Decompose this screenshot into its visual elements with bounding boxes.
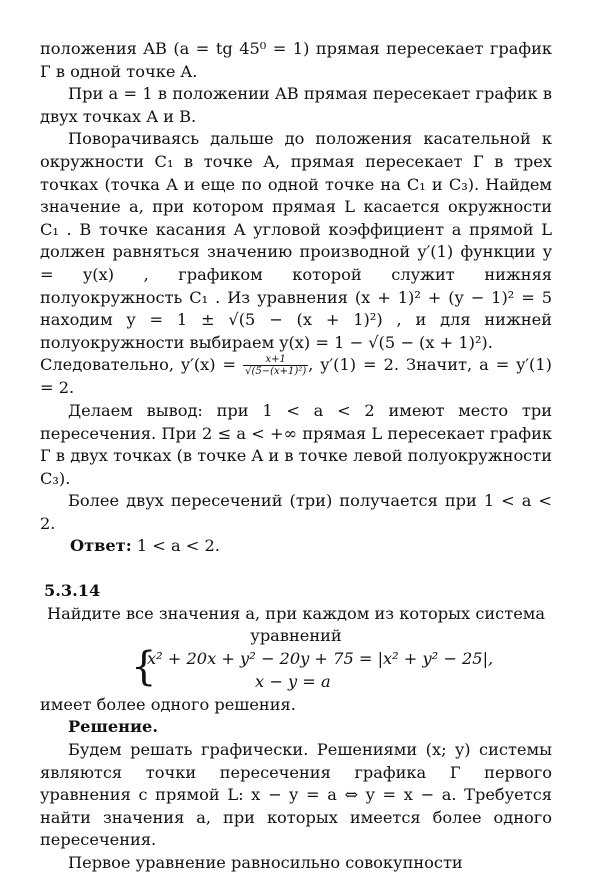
document-page: [40, 38, 552, 875]
equation-system: [131, 643, 494, 694]
solution-label: Решение.: [68, 717, 158, 737]
paragraph-3-derivative: [40, 354, 552, 400]
problem-number: 5.3.14: [44, 581, 101, 601]
derivative-suffix: , y′(1) = 2. Значит, a = y′(1) = 2.: [40, 355, 552, 398]
equation-2: x − y = a: [255, 671, 331, 691]
section-gap: [40, 558, 552, 580]
solution-paragraph-1: Будем решать графически. Решениями (x; y) системы являются точки пересечения графика Г первого уравнения с прямой L: x − y = a ⇔ y = x − a. Требуется найти значения a, при которых имеется более одного пересечения.: [40, 740, 552, 850]
answer-value: 1 < a < 2.: [136, 536, 220, 556]
paragraph-4: Делаем вывод: при 1 < a < 2 имеют место три пересечения. При 2 ≤ a < +∞ прямая L пересекает график Г в двух точках (в точке A и в точке левой полуокружности C₃).: [40, 400, 552, 488]
paragraph-5: Более двух пересечений (три) получается при 1 < a < 2.: [40, 491, 552, 533]
derivative-fraction: [243, 354, 308, 377]
equation-1: x² + 20x + y² − 20y + 75 = |x² + y² − 25|,: [147, 648, 494, 668]
paragraph-3: Поворачиваясь дальше до положения касательной к окружности C₁ в точке A, прямая пересекает Г в трех точках (точка A и еще по одной точке на C₁ и C₃). Найдем значение a, при котором прямая L касается окружности C₁ . В точке касания A угловой коэффициент a прямой L должен равняться значению производной y′(1) функции y = y(x) , графиком которой служит нижняя полуокружность C₁ . Из уравнения (x + 1)² + (y − 1)² = 5 находим y = 1 ± √(5 − (x + 1)²) , и для нижней полуокружности выбираем y(x) = 1 − √(5 − (x + 1)²).: [40, 129, 552, 352]
problem-statement-3: имеет более одного решения.: [40, 694, 296, 714]
paragraph-1: положения AB (a = tg 45⁰ = 1) прямая пересекает график Г в одной точке A.: [40, 39, 552, 81]
problem-statement-2: уравнений: [250, 626, 342, 646]
answer-label: Ответ:: [70, 536, 132, 556]
fraction-numerator: x+1: [243, 354, 308, 366]
problem-statement-1: Найдите все значения a, при каждом из которых система: [46, 603, 546, 623]
system-brace: {: [131, 643, 157, 690]
answer-line: [40, 535, 552, 558]
derivative-prefix: Следовательно, y′(x) =: [40, 355, 237, 375]
fraction-denominator: √(5−(x+1)²): [245, 366, 307, 378]
solution-paragraph-2: Первое уравнение равносильно совокупности: [68, 853, 463, 872]
paragraph-2: При a = 1 в положении AB прямая пересекает график в двух точках A и B.: [40, 84, 552, 126]
